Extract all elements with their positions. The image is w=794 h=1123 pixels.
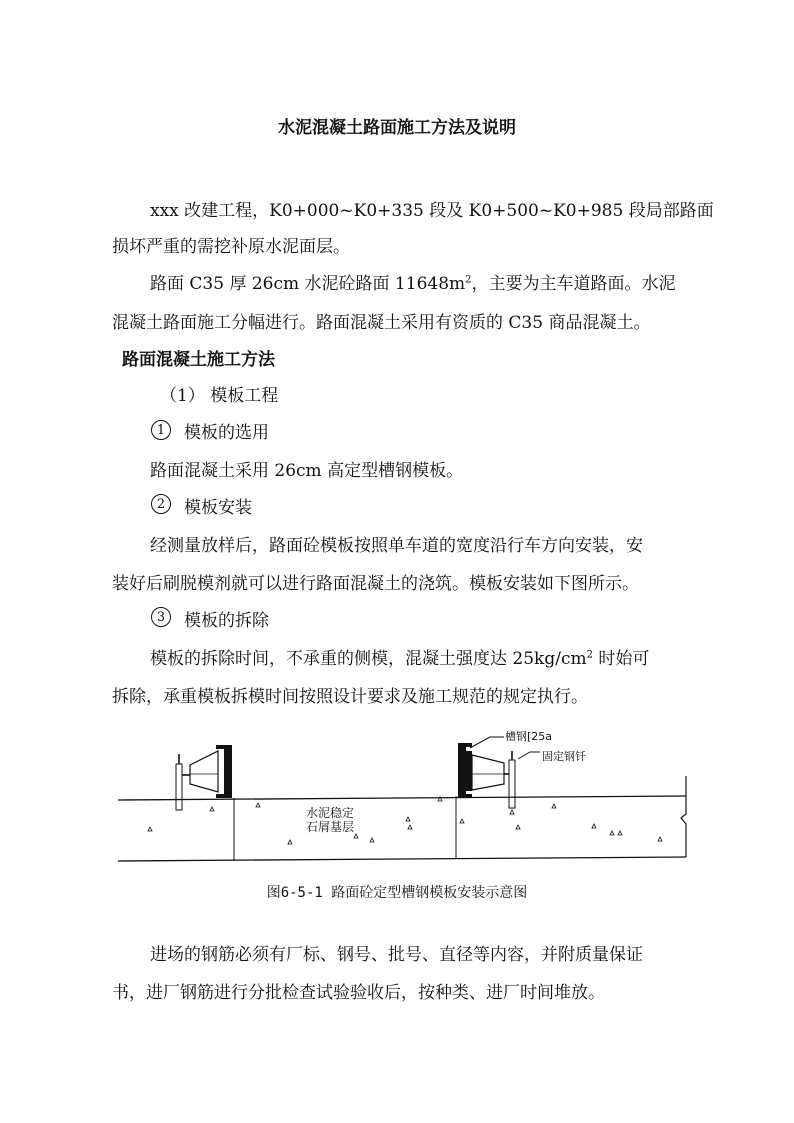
fixing-pin-label: 固定钢钎 xyxy=(542,750,586,763)
channel-steel-label: 槽钢[25a xyxy=(505,730,553,743)
item-heading: 模板的拆除 xyxy=(184,611,269,631)
item-heading: 模板安装 xyxy=(184,498,252,518)
page-title: 水泥混凝土路面施工方法及说明 xyxy=(278,118,516,138)
text-line: 损坏严重的需挖补原水泥面层。 xyxy=(112,237,350,257)
subsection-heading: （1） 模板工程 xyxy=(160,386,279,406)
text-line: xxx 改建工程，K0+000~K0+335 段及 K0+500~K0+985 段局部路面 xyxy=(150,201,714,221)
left-channel-form xyxy=(176,745,232,810)
text-line: 混凝土路面施工分幅进行。路面混凝土采用有资质的 C35 商品混凝土。 xyxy=(112,313,651,333)
base-layer-label-1: 水泥稳定 xyxy=(306,806,355,820)
text-line: 路面 C35 厚 26cm 水泥砼路面 $11648m^2$，主要为主车道路面。水泥 xyxy=(150,274,676,294)
right-channel-form xyxy=(458,743,515,808)
circled-number-1: 1 xyxy=(151,420,171,440)
formwork-diagram xyxy=(118,718,698,868)
text-line: 拆除，承重模板拆模时间按照设计要求及施工规范的规定执行。 xyxy=(112,687,588,707)
circled-number-2: 2 xyxy=(151,494,171,514)
text-line: 进场的钢筋必须有厂标、钢号、批号、直径等内容，并附质量保证 xyxy=(150,945,643,965)
base-layer-label-2: 石屑基层 xyxy=(306,820,355,834)
text-line: 模板的拆除时间，不承重的侧模，混凝土强度达 $25kg/cm^2$ 时始可 xyxy=(150,649,650,669)
text-line: 装好后刷脱模剂就可以进行路面混凝土的浇筑。模板安装如下图所示。 xyxy=(112,574,639,594)
text-line: 书，进厂钢筋进行分批检查试验验收后，按种类、进厂时间堆放。 xyxy=(112,983,605,1003)
superscript: 2 xyxy=(586,649,593,661)
aggregate-markers xyxy=(148,797,662,844)
section-heading: 路面混凝土施工方法 xyxy=(122,350,275,370)
circled-number-3: 3 xyxy=(151,607,171,627)
superscript: 2 xyxy=(465,274,472,286)
text-line: 经测量放样后，路面砼模板按照单车道的宽度沿行车方向安装，安 xyxy=(150,536,643,556)
text-line: 路面混凝土采用 26cm 高定型槽钢模板。 xyxy=(150,461,464,481)
figure-caption: 图6-5-1 路面砼定型槽钢模板安装示意图 xyxy=(266,885,528,901)
item-heading: 模板的选用 xyxy=(184,423,269,443)
